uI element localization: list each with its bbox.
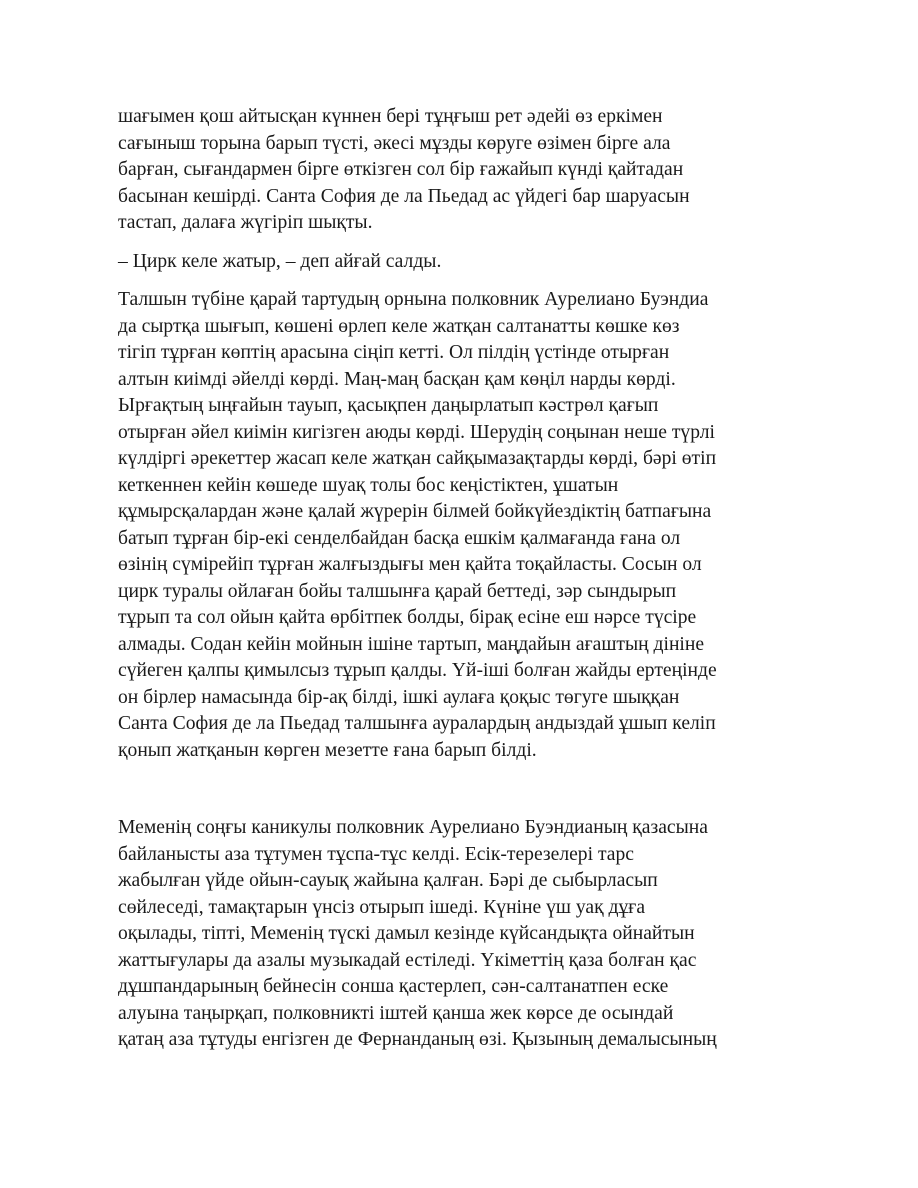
paragraph-3 bbox=[118, 287, 818, 764]
text-line: тігіп тұрған көптің арасына сіңіп кетті. Ол пілдің үстінде отырған bbox=[118, 342, 670, 363]
text-line: қонып жатқанын көрген мезетте ғана барып білді. bbox=[118, 739, 537, 761]
text-line: Санта София де ла Пьедад талшынға ауралардың андыздай ұшып келіп bbox=[118, 713, 716, 734]
section-break bbox=[118, 776, 818, 815]
text-line: цирк туралы ойлаған бойы талшынға қарай беттеді, зәр сындырып bbox=[118, 580, 677, 602]
text-line: алмады. Содан кейін мойнын ішіне тартып, маңдайын ағаштың дініне bbox=[118, 633, 705, 655]
text-line: күлдіргі әрекеттер жасап келе жатқан сайқымазақтарды көрді, бәрі өтіп bbox=[118, 448, 717, 469]
text-line: кеткеннен кейін көшеде шуақ толы бос кеңістіктен, ұшатын bbox=[118, 474, 619, 496]
text-line: байланысты аза тұтумен тұспа-тұс келді. Есік-терезелері тарс bbox=[118, 843, 634, 865]
text-line: алуына таңырқап, полковникті іштей қанша жек көрсе де осындай bbox=[118, 1002, 674, 1024]
text-line: қатаң аза тұтуды енгізген де Фернанданың өзі. Қызының демалысының bbox=[118, 1029, 717, 1050]
text-line: сағыныш торына барып түсті, әкесі мұзды көруге өзімен бірге ала bbox=[118, 132, 671, 154]
text-line: Талшын түбіне қарай тартудың орнына полковник Аурелиано Буэндиа bbox=[118, 289, 709, 310]
text-line: жабылған үйде ойын-сауық жайына қалған. Бәрі де сыбырласып bbox=[118, 870, 658, 891]
text-line: отырған әйел киімін кигізген аюды көрді. Шерудің соңынан неше түрлі bbox=[118, 421, 715, 443]
text-line: Ырғақтың ыңғайын тауып, қасықпен даңырлатып кәстрөл қағып bbox=[118, 395, 659, 416]
paragraph-2-dialogue bbox=[118, 249, 818, 276]
text-line: он бірлер намасында бір-ақ білді, ішкі аулаға қоқыс төгуге шыққан bbox=[118, 686, 680, 708]
document-page bbox=[118, 104, 818, 1066]
text-line: Меменің соңғы каникулы полковник Аурелиано Буэндианың қазасына bbox=[118, 817, 708, 838]
text-line: шағымен қош айтысқан күннен бері тұңғыш рет әдейі өз еркімен bbox=[118, 106, 663, 127]
text-line: басынан кешірді. Санта София де ла Пьедад ас үйдегі бар шаруасын bbox=[118, 185, 690, 207]
text-line: да сыртқа шығып, көшені өрлеп келе жатқан салтанатты көшке көз bbox=[118, 315, 680, 337]
text-line: батып тұрған бір-екі сенделбайдан басқа ешкім қалмағанда ғана ол bbox=[118, 527, 681, 549]
text-line: өзінің сүмірейіп тұрған жалғыздығы мен қайта тоқайласты. Сосын ол bbox=[118, 554, 702, 575]
text-line: сүйеген қалпы қимылсыз тұрып қалды. Үй-іші болған жайды ертеңінде bbox=[118, 660, 717, 681]
text-line: тастап, далаға жүгіріп шықты. bbox=[118, 212, 373, 233]
text-line: құмырсқалардан және қалай жүрерін білмей бойкүйездіктің батпағына bbox=[118, 501, 712, 522]
text-line: алтын киімді әйелді көрді. Маң-маң басқан қам көңіл нарды көрді. bbox=[118, 368, 676, 390]
text-line: – Цирк келе жатыр, – деп айғай салды. bbox=[118, 250, 442, 272]
text-line: дұшпандарының бейнесін сонша қастерлеп, сән-салтанатпен еске bbox=[118, 976, 669, 997]
text-line: жаттығулары да азалы музыкадай естіледі. Үкіметтің қаза болған қас bbox=[118, 949, 697, 971]
paragraph-1 bbox=[118, 104, 818, 237]
text-line: тұрып та сол ойын қайта өрбітпек болды, бірақ есіне еш нәрсе түсіре bbox=[118, 607, 697, 628]
text-line: сөйлеседі, тамақтарын үнсіз отырып ішеді. Күніне үш уақ дұға bbox=[118, 896, 646, 918]
text-line: оқылады, тіпті, Меменің түскі дамыл кезінде күйсандықта ойнайтын bbox=[118, 923, 695, 944]
paragraph-4 bbox=[118, 815, 818, 1054]
text-line: барған, сығандармен бірге өткізген сол бір ғажайып күнді қайтадан bbox=[118, 159, 684, 180]
